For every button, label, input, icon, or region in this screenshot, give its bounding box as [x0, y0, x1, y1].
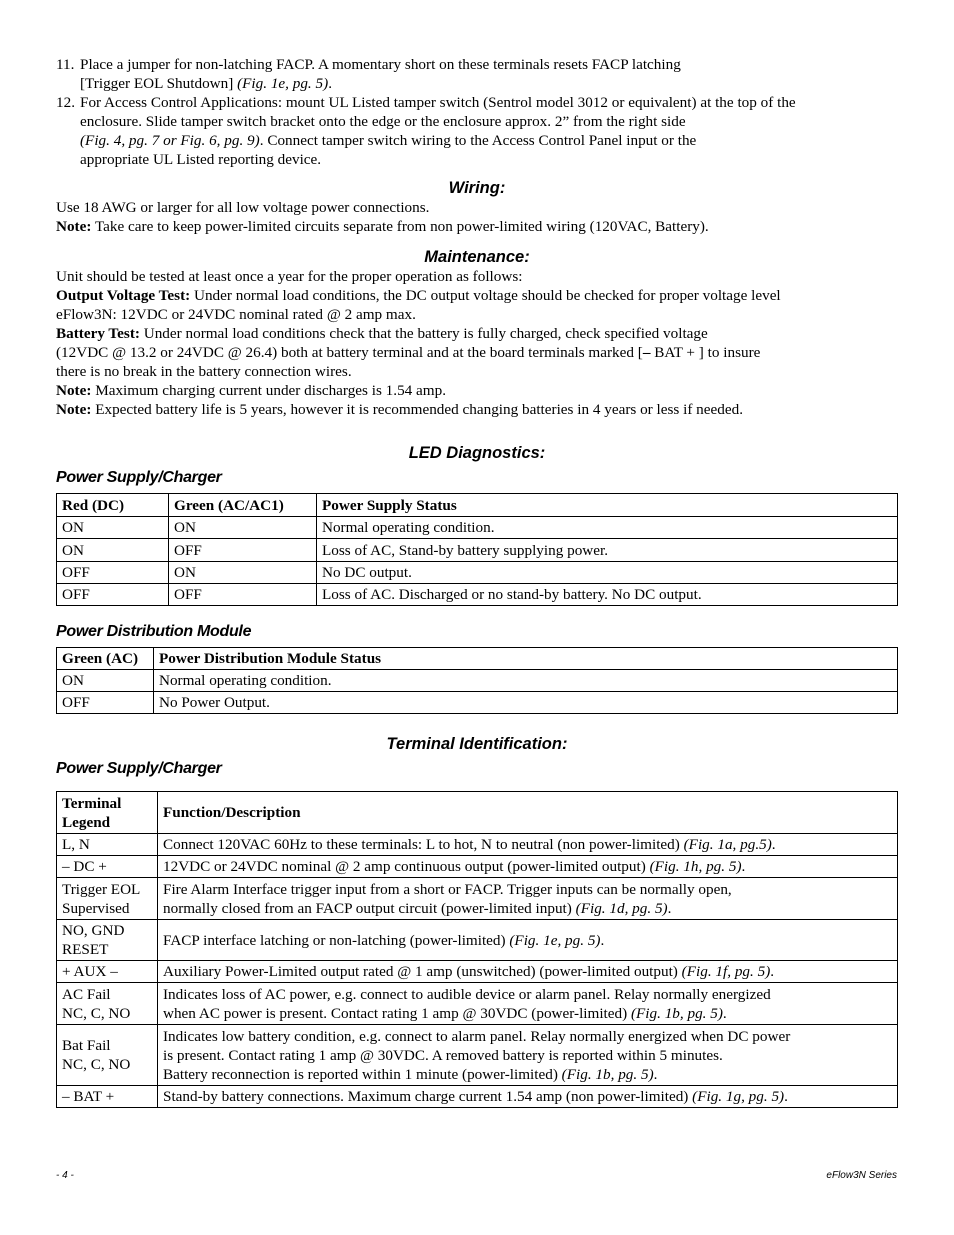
terminal-description: Indicates loss of AC power, e.g. connect to audible device or alarm panel. Relay normally energized when AC power is present. Contact rating 1 amp @ 30VDC (power-limited) (Fig. 1b, pg. 5). [158, 983, 898, 1025]
step-text: . Connect tamper switch wiring to the Access Control Panel input or the [259, 132, 697, 149]
terminal-identification-table [56, 791, 898, 1108]
terminal-description: FACP interface latching or non-latching (power-limited) (Fig. 1e, pg. 5). [158, 920, 898, 961]
wiring-heading: Wiring: [448, 179, 506, 197]
document-page [56, 55, 898, 1108]
table-header-row [57, 792, 898, 834]
figure-reference: (Fig. 1b, pg. 5) [561, 1065, 654, 1083]
table-row [57, 584, 898, 606]
terminal-description: Indicates low battery condition, e.g. connect to alarm panel. Relay normally energized when DC power is present. Contact rating 1 amp @ 30VDC. A removed battery is reported within 5 minutes. Battery reconnection is reported within 1 minute (power-limited) (Fig. 1b, pg. 5). [158, 1025, 898, 1086]
wiring-text: Use 18 AWG or larger for all low voltage power connections. [56, 199, 430, 216]
terminal-identification-heading: Terminal Identification: [386, 735, 568, 753]
power-supply-led-table [56, 493, 898, 606]
table-cell: OFF [57, 584, 169, 606]
battery-test-detail: there is no break in the battery connection wires. [56, 363, 352, 380]
table-header-row [57, 648, 898, 670]
power-distribution-led-table [56, 647, 898, 714]
table-cell: Normal operating condition. [154, 670, 898, 692]
table-row [57, 670, 898, 692]
terminal-legend: Trigger EOL Supervised [57, 878, 158, 920]
column-header: Green (AC) [57, 648, 154, 670]
output-voltage-test: Output Voltage Test: Under normal load conditions, the DC output voltage should be checked for proper voltage level [56, 287, 781, 304]
table-row [57, 983, 898, 1025]
page-number: - 4 - [56, 1170, 74, 1181]
terminal-power-supply-subheading: Power Supply/Charger [56, 760, 222, 777]
terminal-description: 12VDC or 24VDC nominal @ 2 amp continuous output (power-limited output) (Fig. 1h, pg. 5). [158, 856, 898, 878]
figure-reference: (Fig. 1e, pg. 5) [509, 931, 601, 949]
charging-note: Note: Maximum charging current under discharges is 1.54 amp. [56, 382, 446, 399]
step-number: 11. [56, 56, 75, 73]
step-11: 11. Place a jumper for non-latching FACP. A momentary short on these terminals resets FACP latching [Trigger EOL Shutdown] (Fig. 1e, pg. 5). [56, 56, 681, 92]
table-cell: Loss of AC, Stand-by battery supplying power. [317, 539, 898, 562]
figure-reference: (Fig. 1h, pg. 5) [649, 858, 742, 875]
table-row [57, 1025, 898, 1086]
terminal-description: Connect 120VAC 60Hz to these terminals: L to hot, N to neutral (non power-limited) (Fig. 1a, pg.5). [158, 834, 898, 856]
step-text: For Access Control Applications: mount UL Listed tamper switch (Sentrol model 3012 or equivalent) at the top of the [80, 94, 796, 111]
column-header: Terminal Legend [57, 792, 158, 834]
terminal-legend: AC Fail NC, C, NO [57, 983, 158, 1025]
table-cell: OFF [169, 539, 317, 562]
column-header: Red (DC) [57, 494, 169, 517]
table-row [57, 692, 898, 714]
terminal-legend: + AUX – [57, 961, 158, 983]
led-diagnostics-heading: LED Diagnostics: [408, 444, 546, 462]
terminal-legend: NO, GND RESET [57, 920, 158, 961]
terminal-legend: Bat Fail NC, C, NO [57, 1025, 158, 1086]
figure-reference: (Fig. 4, pg. 7 or Fig. 6, pg. 9) [80, 132, 260, 149]
figure-reference: (Fig. 1d, pg. 5) [575, 899, 668, 917]
table-row [57, 878, 898, 920]
terminal-description: Stand-by battery connections. Maximum charge current 1.54 amp (non power-limited) (Fig. 1g, pg. 5). [158, 1086, 898, 1108]
table-cell: ON [169, 517, 317, 539]
terminal-legend: L, N [57, 834, 158, 856]
power-supply-subheading: Power Supply/Charger [56, 469, 222, 486]
battery-test-detail: (12VDC @ 13.2 or 24VDC @ 26.4) both at battery terminal and at the board terminals marked [– BAT + ] to insure [56, 344, 761, 361]
table-cell: ON [169, 562, 317, 584]
table-row [57, 539, 898, 562]
column-header: Power Distribution Module Status [154, 648, 898, 670]
column-header: Power Supply Status [317, 494, 898, 517]
table-cell: Loss of AC. Discharged or no stand-by battery. No DC output. [317, 584, 898, 606]
table-row [57, 856, 898, 878]
figure-reference: (Fig. 1e, pg. 5) [237, 75, 329, 92]
wiring-note: Note: Take care to keep power-limited circuits separate from non power-limited wiring (120VAC, Battery). [56, 218, 709, 235]
step-number: 12. [56, 94, 75, 111]
maintenance-heading: Maintenance: [424, 248, 530, 266]
table-cell: ON [57, 670, 154, 692]
step-text: [Trigger EOL Shutdown] [80, 75, 238, 92]
table-header-row [57, 494, 898, 517]
table-cell: No DC output. [317, 562, 898, 584]
battery-test: Battery Test: Under normal load conditions check that the battery is fully charged, check specified voltage [56, 325, 708, 342]
table-row [57, 961, 898, 983]
table-cell: No Power Output. [154, 692, 898, 714]
table-row [57, 834, 898, 856]
terminal-description: Fire Alarm Interface trigger input from a short or FACP. Trigger inputs can be normally open, normally closed from an FACP output circuit (power-limited input) (Fig. 1d, pg. 5). [158, 878, 898, 920]
column-header: Green (AC/AC1) [169, 494, 317, 517]
step-text: Place a jumper for non-latching FACP. A momentary short on these terminals resets FACP latching [80, 56, 681, 73]
output-voltage-spec: eFlow3N: 12VDC or 24VDC nominal rated @ 2 amp max. [56, 306, 416, 323]
terminal-legend: – DC + [57, 856, 158, 878]
terminal-legend: – BAT + [57, 1086, 158, 1108]
battery-life-note: Note: Expected battery life is 5 years, however it is recommended changing batteries in 4 years or less if needed. [56, 401, 743, 418]
figure-reference: (Fig. 1b, pg. 5) [630, 1004, 723, 1022]
step-text: appropriate UL Listed reporting device. [80, 151, 322, 168]
table-row [57, 562, 898, 584]
figure-reference: (Fig. 1f, pg. 5) [681, 963, 771, 980]
table-cell: OFF [169, 584, 317, 606]
maintenance-intro: Unit should be tested at least once a year for the proper operation as follows: [56, 268, 523, 285]
figure-reference: (Fig. 1g, pg. 5) [692, 1088, 785, 1105]
terminal-description: Auxiliary Power-Limited output rated @ 1 amp (unswitched) (power-limited output) (Fig. 1f, pg. 5). [158, 961, 898, 983]
table-row [57, 920, 898, 961]
installation-steps [56, 55, 898, 169]
table-cell: ON [57, 539, 169, 562]
terminal-rows [57, 834, 898, 1108]
power-distribution-subheading: Power Distribution Module [56, 623, 252, 640]
table-cell: ON [57, 517, 169, 539]
column-header: Function/Description [158, 792, 898, 834]
step-12 [56, 93, 898, 169]
table-cell: OFF [57, 692, 154, 714]
table-row [57, 1086, 898, 1108]
document-series: eFlow3N Series [826, 1170, 897, 1181]
figure-reference: (Fig. 1a, pg.5) [683, 836, 772, 853]
table-row [57, 517, 898, 539]
table-cell: OFF [57, 562, 169, 584]
table-cell: Normal operating condition. [317, 517, 898, 539]
step-text: enclosure. Slide tamper switch bracket onto the edge or the enclosure approx. 2” from the right side [80, 113, 686, 130]
